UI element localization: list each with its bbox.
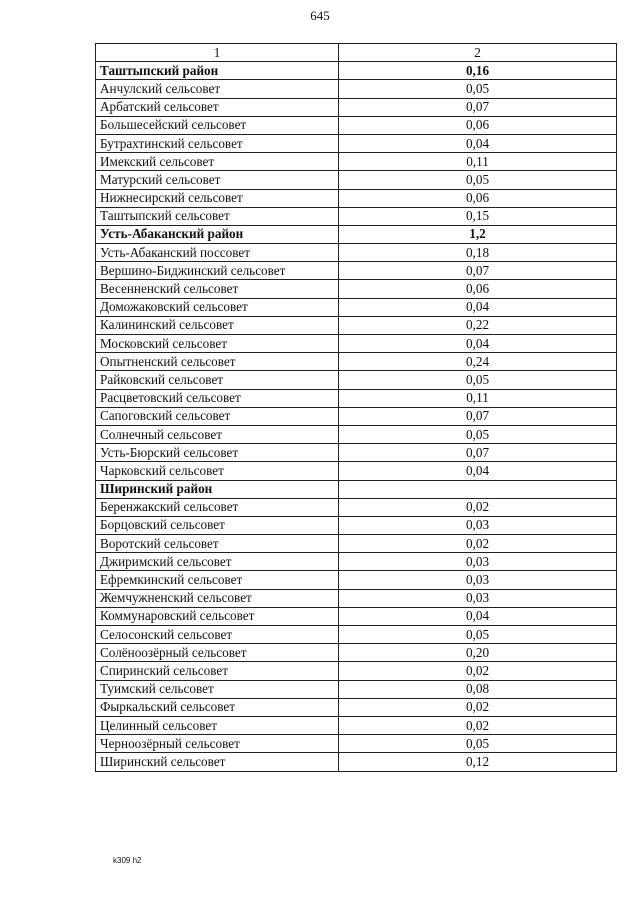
value-cell: 0,03: [339, 589, 617, 607]
district-row: [96, 480, 617, 498]
value-cell: 0,06: [339, 116, 617, 134]
table-row: [96, 662, 617, 680]
value-cell: [339, 480, 617, 498]
value-cell: 0,02: [339, 498, 617, 516]
page-number: 645: [310, 8, 330, 23]
value-cell: 0,06: [339, 189, 617, 207]
settlement-name: Таштыпский сельсовет: [96, 207, 339, 225]
settlement-name: Райковский сельсовет: [96, 371, 339, 389]
value-cell: 1,2: [339, 225, 617, 243]
settlement-name: Московский сельсовет: [96, 335, 339, 353]
header-row: [96, 44, 617, 62]
value-cell: 0,20: [339, 644, 617, 662]
value-cell: 0,03: [339, 553, 617, 571]
table-row: [96, 735, 617, 753]
settlement-name: Бутрахтинский сельсовет: [96, 134, 339, 152]
data-table: [95, 43, 617, 772]
settlement-name: Солёноозёрный сельсовет: [96, 644, 339, 662]
table-row: [96, 280, 617, 298]
settlement-name: Вершино-Биджинский сельсовет: [96, 262, 339, 280]
table-row: [96, 626, 617, 644]
value-cell: 0,05: [339, 425, 617, 443]
table-row: [96, 753, 617, 771]
value-cell: 0,15: [339, 207, 617, 225]
settlement-name: Беренжакский сельсовет: [96, 498, 339, 516]
value-cell: 0,05: [339, 80, 617, 98]
table-row: [96, 716, 617, 734]
settlement-name: Солнечный сельсовет: [96, 425, 339, 443]
settlement-name: Фыркальский сельсовет: [96, 698, 339, 716]
settlement-name: Калининский сельсовет: [96, 316, 339, 334]
settlement-name: Туимский сельсовет: [96, 680, 339, 698]
table-row: [96, 353, 617, 371]
value-cell: 0,08: [339, 680, 617, 698]
settlement-name: Жемчужненский сельсовет: [96, 589, 339, 607]
table-row: [96, 516, 617, 534]
settlement-name: Расцветовский сельсовет: [96, 389, 339, 407]
table-row: [96, 389, 617, 407]
table-row: [96, 335, 617, 353]
table-row: [96, 607, 617, 625]
settlement-name: Весенненский сельсовет: [96, 280, 339, 298]
value-cell: 0,07: [339, 262, 617, 280]
settlement-name: Имекский сельсовет: [96, 153, 339, 171]
table-row: [96, 535, 617, 553]
settlement-name: Матурский сельсовет: [96, 171, 339, 189]
district-row: [96, 62, 617, 80]
value-cell: 0,03: [339, 571, 617, 589]
settlement-name: Селосонский сельсовет: [96, 626, 339, 644]
settlement-name: Сапоговский сельсовет: [96, 407, 339, 425]
settlement-name: Усть-Абаканский поссовет: [96, 244, 339, 262]
table-body: [96, 62, 617, 771]
value-cell: 0,04: [339, 134, 617, 152]
value-cell: 0,04: [339, 335, 617, 353]
table-row: [96, 80, 617, 98]
settlement-name: Анчулский сельсовет: [96, 80, 339, 98]
table-row: [96, 698, 617, 716]
value-cell: 0,04: [339, 462, 617, 480]
settlement-name: Ширинский сельсовет: [96, 753, 339, 771]
district-row: [96, 225, 617, 243]
table-row: [96, 571, 617, 589]
value-cell: 0,07: [339, 98, 617, 116]
settlement-name: Борцовский сельсовет: [96, 516, 339, 534]
value-cell: 0,03: [339, 516, 617, 534]
table-row: [96, 498, 617, 516]
column-header-2: 2: [339, 44, 617, 62]
table-row: [96, 589, 617, 607]
value-cell: 0,05: [339, 735, 617, 753]
table-row: [96, 298, 617, 316]
table-row: [96, 134, 617, 152]
table-row: [96, 171, 617, 189]
district-name: Усть-Абаканский район: [96, 225, 339, 243]
settlement-name: Коммунаровский сельсовет: [96, 607, 339, 625]
value-cell: 0,02: [339, 716, 617, 734]
table-row: [96, 244, 617, 262]
settlement-name: Воротский сельсовет: [96, 535, 339, 553]
settlement-name: Арбатский сельсовет: [96, 98, 339, 116]
table-row: [96, 207, 617, 225]
table-row: [96, 425, 617, 443]
settlement-name: Ефремкинский сельсовет: [96, 571, 339, 589]
value-cell: 0,07: [339, 444, 617, 462]
table-row: [96, 371, 617, 389]
settlement-name: Черноозёрный сельсовет: [96, 735, 339, 753]
table-row: [96, 116, 617, 134]
value-cell: 0,04: [339, 607, 617, 625]
value-cell: 0,02: [339, 662, 617, 680]
value-cell: 0,02: [339, 535, 617, 553]
value-cell: 0,18: [339, 244, 617, 262]
table-row: [96, 553, 617, 571]
settlement-name: Нижнесирский сельсовет: [96, 189, 339, 207]
settlement-name: Целинный сельсовет: [96, 716, 339, 734]
value-cell: 0,16: [339, 62, 617, 80]
value-cell: 0,05: [339, 626, 617, 644]
value-cell: 0,02: [339, 698, 617, 716]
table-row: [96, 444, 617, 462]
value-cell: 0,11: [339, 153, 617, 171]
table-row: [96, 462, 617, 480]
table-row: [96, 98, 617, 116]
settlement-name: Большесейский сельсовет: [96, 116, 339, 134]
value-cell: 0,05: [339, 371, 617, 389]
value-cell: 0,06: [339, 280, 617, 298]
district-name: Таштыпский район: [96, 62, 339, 80]
table-row: [96, 189, 617, 207]
settlement-name: Доможаковский сельсовет: [96, 298, 339, 316]
settlement-name: Усть-Бюрский сельсовет: [96, 444, 339, 462]
table-row: [96, 407, 617, 425]
district-name: Ширинский район: [96, 480, 339, 498]
value-cell: 0,12: [339, 753, 617, 771]
table-row: [96, 262, 617, 280]
table-row: [96, 680, 617, 698]
settlement-name: Джиримский сельсовет: [96, 553, 339, 571]
table-row: [96, 644, 617, 662]
settlement-name: Опытненский сельсовет: [96, 353, 339, 371]
table-row: [96, 153, 617, 171]
settlement-name: Чарковский сельсовет: [96, 462, 339, 480]
value-cell: 0,22: [339, 316, 617, 334]
value-cell: 0,07: [339, 407, 617, 425]
settlement-name: Спиринский сельсовет: [96, 662, 339, 680]
value-cell: 0,05: [339, 171, 617, 189]
table-row: [96, 316, 617, 334]
value-cell: 0,24: [339, 353, 617, 371]
value-cell: 0,11: [339, 389, 617, 407]
column-header-1: 1: [96, 44, 339, 62]
footer-code: k309 h2: [113, 856, 142, 865]
value-cell: 0,04: [339, 298, 617, 316]
